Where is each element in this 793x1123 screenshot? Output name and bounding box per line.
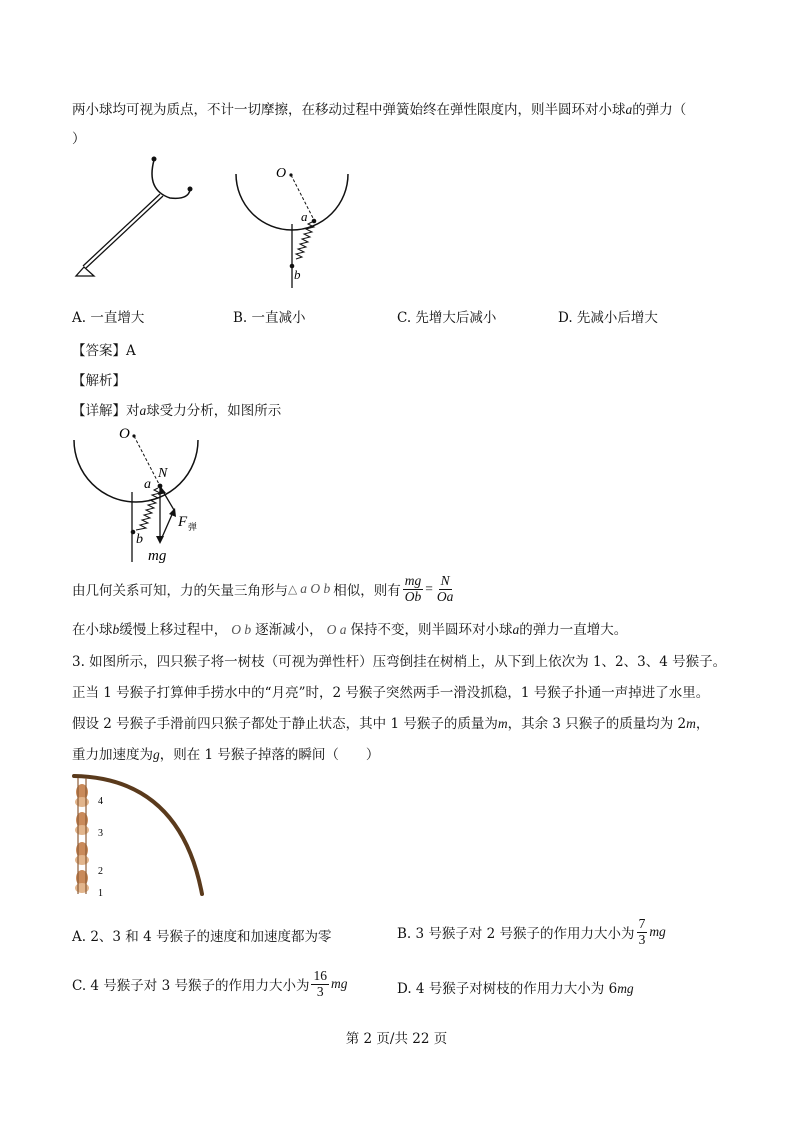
- similarity-line: [72, 569, 457, 609]
- frac-num: 16: [313, 968, 327, 984]
- tree-branch: [74, 776, 202, 894]
- answer-label: 【答案】A: [72, 343, 136, 359]
- q3-option-a: A. 2、3 和 4 号猴子的速度和加速度都为零: [72, 929, 332, 945]
- stem-var-a: a: [625, 102, 633, 117]
- label-a: a: [144, 477, 151, 492]
- q3-option-c: [72, 963, 347, 1005]
- monkey-face: [75, 855, 89, 865]
- option-unit: mg: [617, 981, 634, 996]
- move-ob: O b: [231, 622, 252, 637]
- q2-option-b: B. 一直减小: [233, 310, 306, 326]
- move-var-a: a: [512, 622, 520, 637]
- monkey-number-4: 4: [98, 796, 103, 807]
- movement-line: [72, 618, 627, 638]
- sim-post: 相似，则有: [333, 583, 401, 599]
- q3-line2: 正当 1 号猴子打算伸手捞水中的“月亮”时，2 号猴子突然两手一滑没抓稳，1 号猴子扑通一声掉进了水里。: [72, 685, 710, 701]
- q3-text: ，: [695, 716, 710, 732]
- spring-coil: [296, 222, 314, 259]
- detail-tail: 球受力分析，如图所示: [146, 403, 282, 419]
- option-text: D. 4 号猴子对树枝的作用力大小为 6: [397, 981, 618, 997]
- sim-pre: 由几何关系可知，力的矢量三角形与: [72, 583, 288, 599]
- label-b: b: [294, 267, 301, 282]
- monkey-face: [75, 797, 89, 807]
- q3-text: ，其余 3 只猴子的质量均为 2: [507, 716, 687, 732]
- q3-option-d: [397, 977, 634, 997]
- detail-line: [72, 399, 281, 419]
- ring-end-dot: [188, 187, 193, 192]
- frac-num: N: [440, 573, 450, 589]
- label-N: N: [158, 466, 168, 481]
- option-unit: mg: [330, 976, 348, 991]
- triangle-symbol: △: [288, 582, 298, 596]
- frac-num: mg: [404, 573, 422, 589]
- monkey-number-2: 2: [98, 866, 103, 877]
- q3-text: ，则在 1 号猴子掉落的瞬间（ ）: [159, 747, 380, 763]
- monkey-number-1: 1: [98, 888, 103, 899]
- rod-handle: [76, 267, 94, 276]
- label-O: O: [276, 166, 287, 181]
- figure-semicircle-spring: [232, 160, 352, 290]
- detail-prefix: 【详解】对: [72, 403, 140, 419]
- fraction-7-3: [637, 917, 648, 946]
- label-a: a: [301, 209, 308, 224]
- ring-end-dot: [152, 157, 157, 162]
- frac-num: 7: [638, 916, 646, 932]
- q3-var-m: m: [686, 716, 696, 731]
- q2-option-d: D. 先减小后增大: [558, 310, 658, 326]
- monkey-face: [75, 825, 89, 835]
- stem-tail: 的弹力（: [632, 102, 687, 118]
- q3-var-m: m: [497, 716, 508, 731]
- q3-var-g: g: [153, 747, 160, 762]
- figure-force-analysis: [70, 422, 220, 567]
- q2-stem-line2: ）: [72, 131, 86, 147]
- move-oa: O a: [326, 622, 347, 637]
- q3-text: 假设 2 号猴子手滑前四只猴子都处于静止状态，其中 1 号猴子的质量为: [72, 716, 498, 732]
- detail-var-a: a: [139, 403, 147, 418]
- option-text: B. 3 号猴子对 2 号猴子的作用力大小为: [397, 926, 635, 942]
- monkey-chain: [75, 778, 89, 894]
- q2-stem-line1: [72, 98, 686, 118]
- q2-option-c: C. 先增大后减小: [397, 310, 497, 326]
- q2-option-a: A. 一直增大: [72, 310, 145, 326]
- frac-den: Oa: [436, 588, 454, 604]
- equals-sign: =: [425, 581, 433, 596]
- fraction-n-oa: [435, 574, 456, 603]
- fraction-16-3: [311, 969, 329, 998]
- spring-force-arrowhead: [169, 508, 176, 517]
- label-F-sub: 弹: [188, 522, 198, 532]
- label-O: O: [119, 426, 130, 442]
- frac-den: 3: [316, 983, 324, 999]
- label-mg: mg: [148, 548, 167, 564]
- page-footer: 第 2 页/共 22 页: [345, 1031, 448, 1047]
- fraction-mg-ob: [403, 574, 424, 603]
- monkey-number-3: 3: [98, 828, 103, 839]
- figure-monkeys-branch: [70, 770, 210, 905]
- move-text: 缓慢上移过程中，: [119, 622, 228, 638]
- rod-line: [86, 196, 163, 268]
- move-var-b: b: [112, 622, 120, 637]
- label-F: F: [178, 514, 188, 530]
- figure-rod-ring: [70, 150, 205, 280]
- spring-coil: [136, 488, 160, 530]
- ball-b: [131, 530, 136, 535]
- semicircle: [74, 440, 198, 502]
- stem-text: 两小球均可视为质点，不计一切摩擦，在移动过程中弹簧始终在弹性限度内，则半圆环对小球: [72, 102, 626, 118]
- triangle-name: a O b: [300, 581, 331, 596]
- q3-line1: 3. 如图所示，四只猴子将一树枝（可视为弹性杆）压弯倒挂在树梢上，从下到上依次为 1、2、3、4 号猴子。: [72, 654, 727, 670]
- frac-den: Ob: [404, 588, 422, 604]
- option-unit: mg: [649, 924, 666, 939]
- q3-option-b: [397, 911, 666, 953]
- semicircle: [236, 174, 348, 230]
- monkey-face: [75, 883, 89, 893]
- rod-line: [83, 194, 160, 266]
- ball-a: [312, 219, 317, 224]
- frac-den: 3: [638, 931, 646, 947]
- q3-line3: [72, 712, 709, 732]
- ring-arc: [152, 160, 190, 198]
- analysis-label: 【解析】: [72, 373, 126, 389]
- move-text: 逐渐减小，: [255, 622, 323, 638]
- q3-line4: [72, 743, 379, 763]
- move-text: 在小球: [72, 622, 113, 638]
- move-text: 保持不变，则半圆环对小球: [350, 622, 513, 638]
- label-b: b: [136, 532, 143, 547]
- option-text: C. 4 号猴子对 3 号猴子的作用力大小为: [72, 978, 310, 994]
- q3-text: 重力加速度为: [72, 747, 153, 763]
- move-text: 的弹力一直增大。: [519, 622, 628, 638]
